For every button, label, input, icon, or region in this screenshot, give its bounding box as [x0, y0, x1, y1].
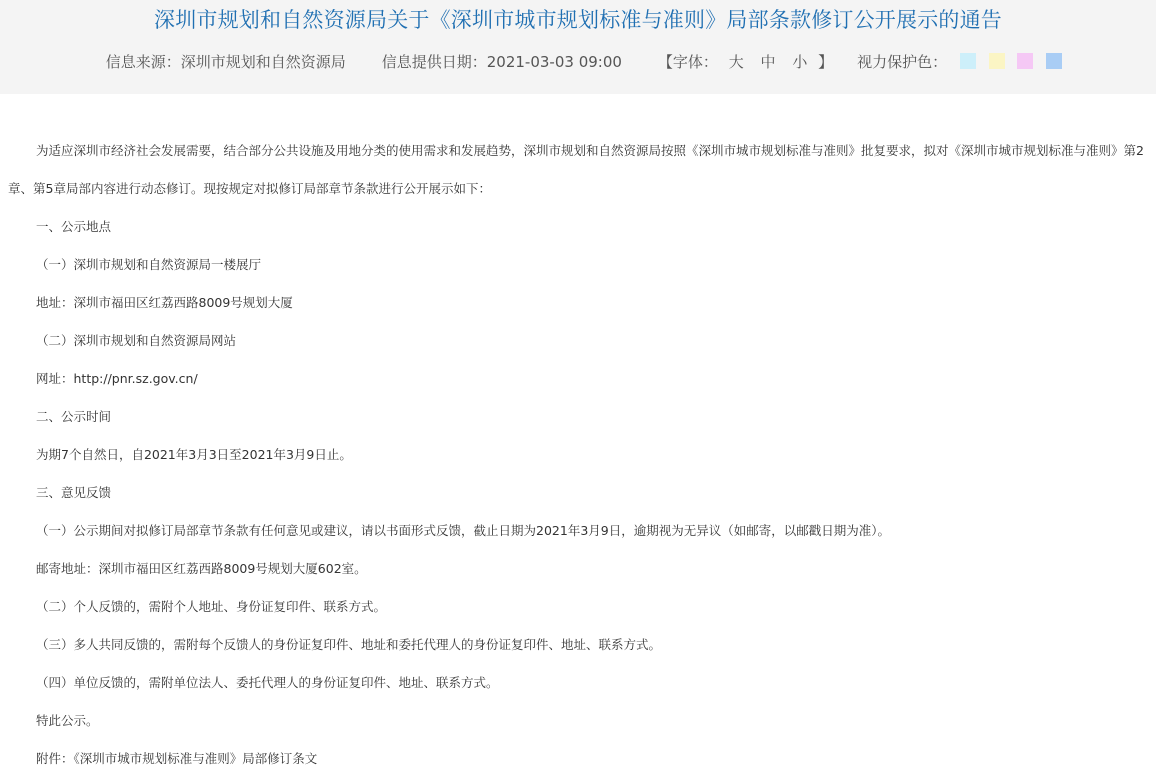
feedback-item-4: （四）单位反馈的，需附单位法人、委托代理人的身份证复印件、地址、联系方式。: [36, 675, 499, 690]
eye-care-swatch-yellow[interactable]: [989, 53, 1005, 69]
font-medium-button[interactable]: 中: [760, 53, 776, 71]
mailing-address: 邮寄地址：深圳市福田区红荔西路8009号规划大厦602室。: [36, 561, 367, 576]
article-header: [0, 0, 1156, 94]
location-2-website: 网址：http://pnr.sz.gov.cn/: [36, 371, 198, 386]
section-time-heading: 二、公示时间: [36, 409, 112, 424]
time-period: 为期7个自然日，自2021年3月3日至2021年3月9日止。: [36, 447, 352, 462]
eye-care-control: [857, 51, 1062, 72]
feedback-item-3: （三）多人共同反馈的，需附每个反馈人的身份证复印件、地址和委托代理人的身份证复印件、地址、联系方式。: [36, 637, 662, 652]
info-source: 信息来源：深圳市规划和自然资源局: [105, 53, 346, 71]
font-size-prefix: 【字体：: [657, 53, 718, 71]
eye-care-swatch-blue[interactable]: [1046, 53, 1062, 69]
location-1-address: 地址：深圳市福田区红荔西路8009号规划大厦: [36, 295, 293, 310]
eye-care-swatch-cyan[interactable]: [960, 53, 976, 69]
article-title: 深圳市规划和自然资源局关于《深圳市城市规划标准与准则》局部条款修订公开展示的通告: [154, 8, 1002, 32]
location-1-title: （一）深圳市规划和自然资源局一楼展厅: [36, 257, 262, 272]
eye-care-label: 视力保护色：: [857, 53, 948, 71]
font-size-suffix: 】: [818, 53, 834, 71]
font-small-button[interactable]: 小: [792, 53, 808, 71]
attachment-line[interactable]: 附件：《深圳市城市规划标准与准则》局部修订条文: [36, 751, 318, 766]
feedback-item-2: （二）个人反馈的，需附个人地址、身份证复印件、联系方式。: [36, 599, 387, 614]
section-location-heading: 一、公示地点: [36, 219, 112, 234]
feedback-item-1: （一）公示期间对拟修订局部章节条款有任何意见或建议，请以书面形式反馈，截止日期为2021年3月9日，逾期视为无异议（如邮寄，以邮戳日期为准）。: [36, 523, 890, 538]
article-meta: [0, 51, 1156, 72]
article-body: [0, 132, 1156, 778]
location-2-title: （二）深圳市规划和自然资源局网站: [36, 333, 237, 348]
font-large-button[interactable]: 大: [728, 53, 744, 71]
intro-paragraph: 为适应深圳市经济社会发展需要，结合部分公共设施及用地分类的使用需求和发展趋势，深圳市规划和自然资源局按照《深圳市城市规划标准与准则》批复要求，拟对《深圳市城市规划标准与准则》第2章、第5章局部内容进行动态修订。现按规定对拟修订局部章节条款进行公开展示如下：: [8, 143, 1144, 196]
closing-statement: 特此公示。: [36, 713, 99, 728]
info-date: 信息提供日期：2021-03-03 09:00: [381, 53, 622, 71]
eye-care-swatch-pink[interactable]: [1017, 53, 1033, 69]
section-feedback-heading: 三、意见反馈: [36, 485, 112, 500]
font-size-control: [658, 51, 833, 72]
